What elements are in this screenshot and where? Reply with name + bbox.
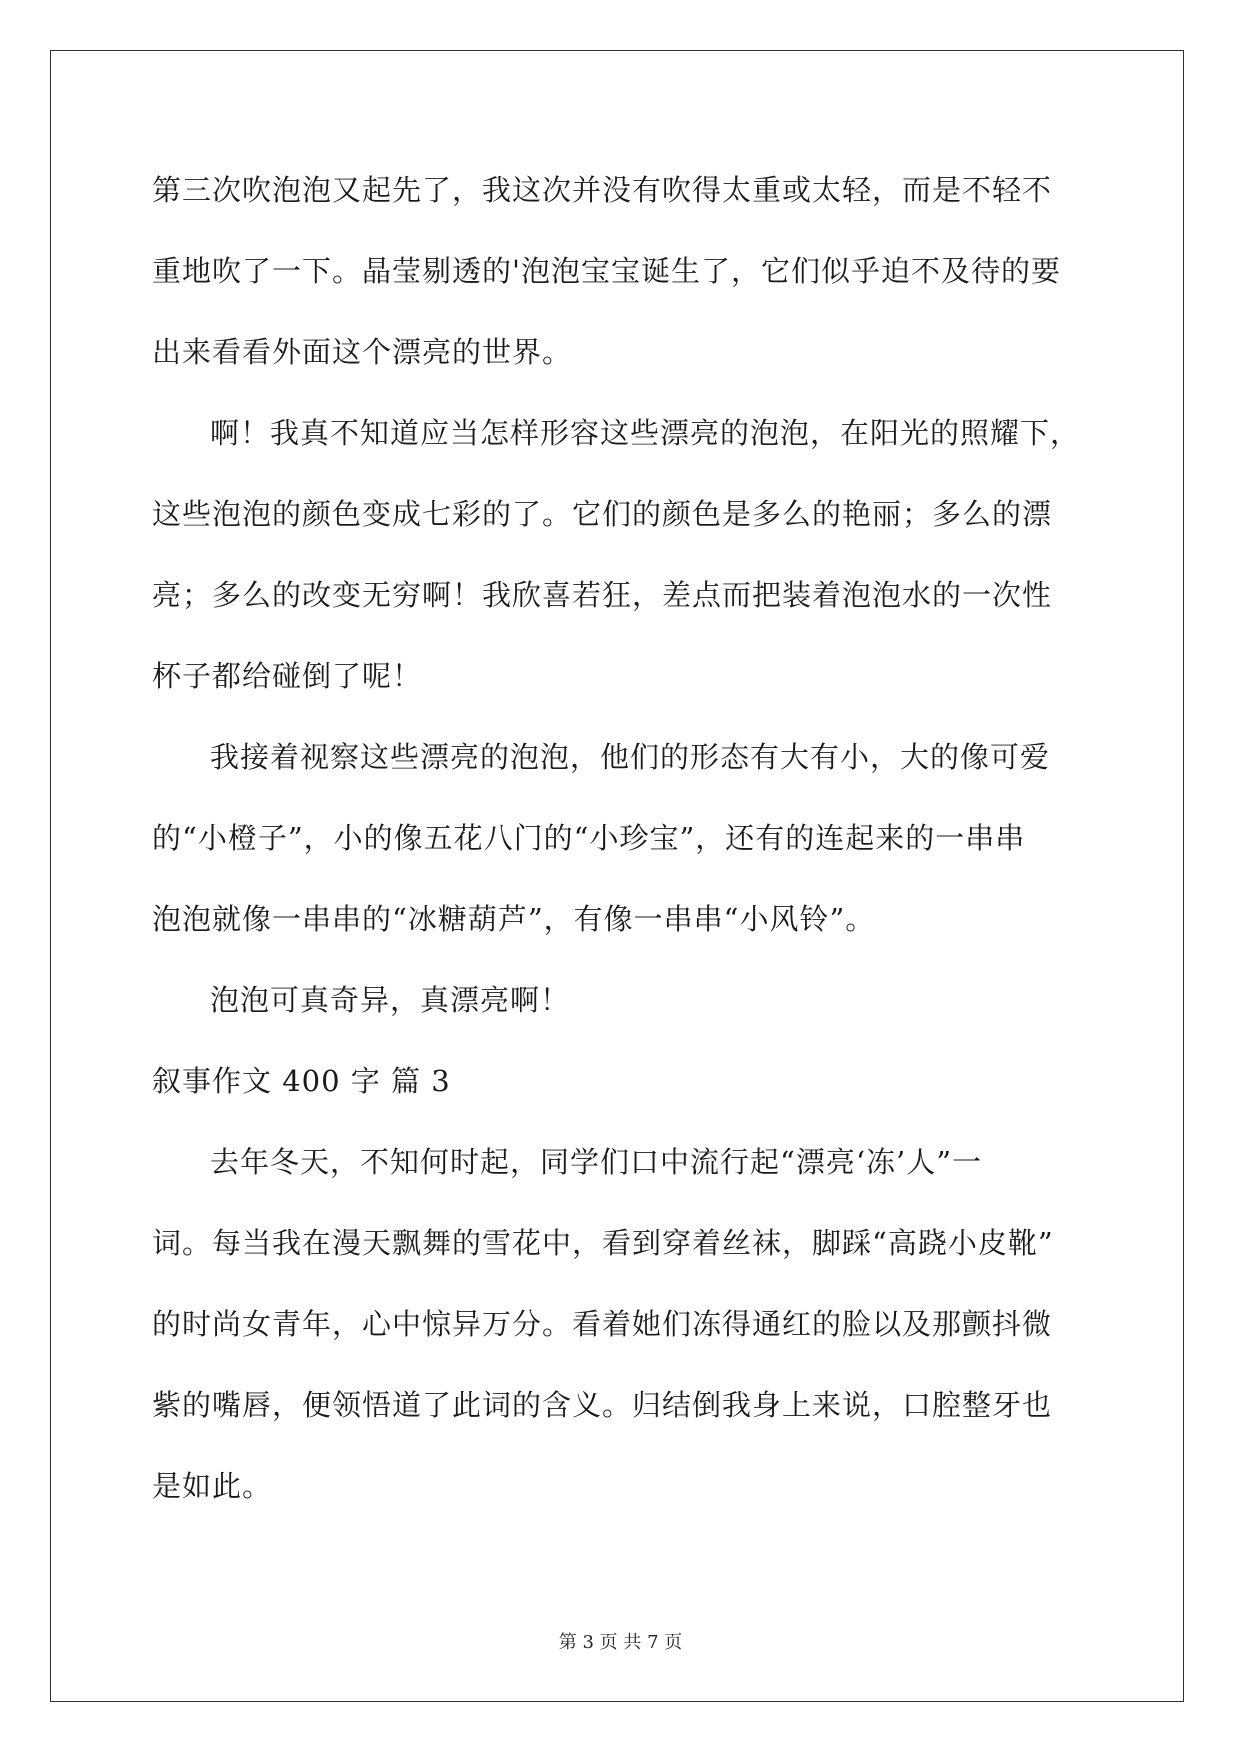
text-line: 是如此。 [152,1469,273,1503]
text-line: 亮；多么的改变无穷啊！我欣喜若狂，差点而把装着泡泡水的一次性 [152,578,1053,612]
text-line: 啊！我真不知道应当怎样形容这些漂亮的泡泡，在阳光的照耀下， [210,416,1081,450]
paragraph [152,960,1094,1041]
paragraph [152,393,1094,717]
text-line: 第三次吹泡泡又起先了，我这次并没有吹得太重或太轻，而是不轻不 [152,173,1053,207]
paragraph [152,150,1094,393]
text-line: 的“小橙子”，小的像五花八门的“小珍宝”，还有的连起来的一串串 [152,821,1026,855]
text-line: 泡泡可真奇异，真漂亮啊！ [210,983,571,1017]
section-heading: 叙事作文 400 字 篇 3 [152,1064,451,1098]
text-line: 紫的嘴唇，便领悟道了此词的含义。归结倒我身上来说，口腔整牙也 [152,1388,1053,1422]
text-line: 的时尚女青年，心中惊异万分。看着她们冻得通红的脸以及那颤抖微 [152,1307,1053,1341]
text-line: 我接着视察这些漂亮的泡泡，他们的形态有大有小，大的像可爱 [210,740,1051,774]
document-body [152,150,1094,1527]
text-line: 泡泡就像一串串的“冰糖葫芦”，有像一串串“小风铃”。 [152,902,876,936]
text-line: 杯子都给碰倒了呢！ [152,659,423,693]
paragraph [152,1122,1094,1527]
text-line: 出来看看外面这个漂亮的世界。 [152,335,573,369]
text-line: 词。每当我在漫天飘舞的雪花中，看到穿着丝袜，脚踩“高跷小皮靴” [152,1226,1054,1260]
text-line: 这些泡泡的颜色变成七彩的了。它们的颜色是多么的艳丽；多么的漂 [152,497,1053,531]
text-line: 去年冬天，不知何时起，同学们口中流行起“漂亮‘冻’人”一 [210,1145,983,1179]
paragraph [152,717,1094,960]
page-number-footer: 第 3 页 共 7 页 [558,1632,683,1653]
text-line: 重地吹了一下。晶莹剔透的'泡泡宝宝诞生了，它们似乎迫不及待的要 [152,254,1061,288]
